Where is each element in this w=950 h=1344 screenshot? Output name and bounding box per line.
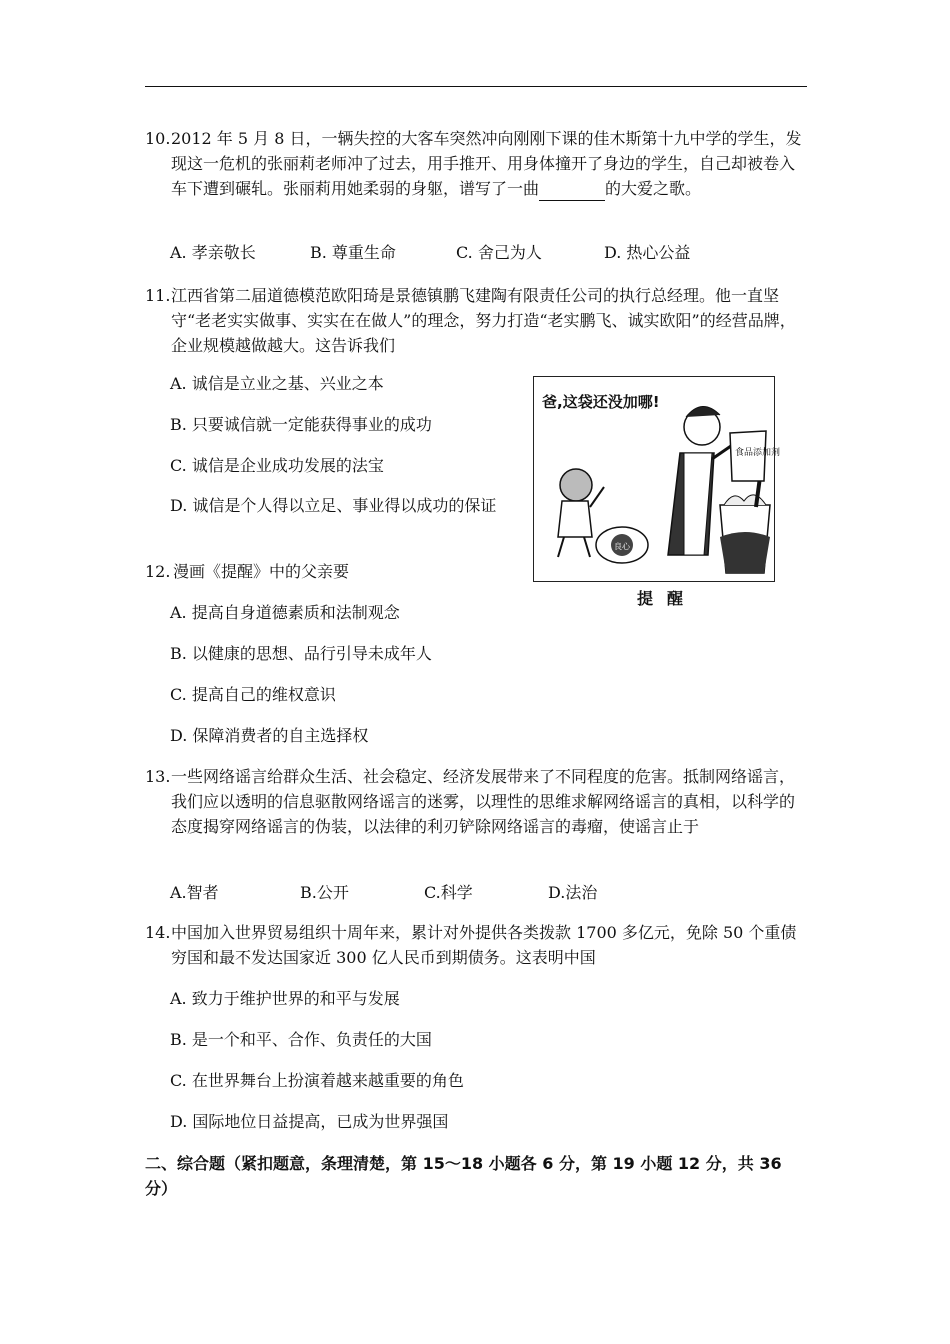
answer-blank xyxy=(539,183,605,201)
option-d: D.法治 xyxy=(548,883,598,902)
header-rule xyxy=(145,86,807,87)
question-11 xyxy=(145,283,809,358)
q14-option-b: B. 是一个和平、合作、负责任的大国 xyxy=(170,1030,432,1049)
q12-option-a: A. 提高自身道德素质和法制观念 xyxy=(170,603,400,622)
q12-option-d: D. 保障消费者的自主选择权 xyxy=(170,726,369,745)
q14-option-c: C. 在世界舞台上扮演着越来越重要的角色 xyxy=(170,1071,464,1090)
question-text: 漫画《提醒》中的父亲要 xyxy=(173,562,350,581)
question-number: 11. xyxy=(145,286,171,305)
question-13 xyxy=(145,764,809,839)
option-c: C.科学 xyxy=(424,883,473,902)
cartoon-illustration xyxy=(533,376,781,582)
question-number: 14. xyxy=(145,923,171,942)
option-a: A.智者 xyxy=(170,883,219,902)
q12-option-c: C. 提高自己的维权意识 xyxy=(170,685,336,704)
question-text: 中国加入世界贸易组织十周年来，累计对外提供各类拨款 1700 多亿元，免除 50 个重债穷国和最不发达国家近 300 亿人民币到期债务。这表明中国 xyxy=(171,923,797,967)
section-heading: 二、综合题（紧扣题意，条理清楚，第 15～18 小题各 6 分，第 19 小题 12 分，共 36 分） xyxy=(145,1154,782,1198)
option-b: B.公开 xyxy=(300,883,349,902)
question-text: 2012 年 5 月 8 日，一辆失控的大客车突然冲向刚刚下课的佳木斯第十九中学的学生，发现这一危机的张丽莉老师冲了过去，用手推开、用身体撞开了身边的学生，自己却被卷入车下遭到碾轧。张丽莉用她柔弱的身躯，谱写了一曲 xyxy=(171,129,802,198)
option-b: B. 尊重生命 xyxy=(310,243,396,262)
option-a: A. 孝亲敬长 xyxy=(170,243,256,262)
q11-option-c: C. 诚信是企业成功发展的法宝 xyxy=(170,456,384,475)
q12-option-b: B. 以健康的思想、品行引导未成年人 xyxy=(170,644,432,663)
option-d: D. 热心公益 xyxy=(604,243,691,262)
q14-option-d: D. 国际地位日益提高，已成为世界强国 xyxy=(170,1112,449,1131)
question-13-options xyxy=(170,880,597,903)
q11-option-a: A. 诚信是立业之基、兴业之本 xyxy=(170,374,384,393)
question-10 xyxy=(145,126,809,201)
question-number: 13. xyxy=(145,767,171,786)
bag-label: 食品添加剂 xyxy=(735,448,781,458)
q14-option-a: A. 致力于维护世界的和平与发展 xyxy=(170,989,400,1008)
speech-text: 爸,这袋还没加哪! xyxy=(542,393,660,411)
sack-label: 良心 xyxy=(614,542,630,551)
cartoon-caption: 提醒 xyxy=(637,589,698,608)
question-text: 一些网络谣言给群众生活、社会稳定、经济发展带来了不同程度的危害。抵制网络谣言，我们应以透明的信息驱散网络谣言的迷雾，以理性的思维求解网络谣言的真相，以科学的态度揭穿网络谣言的伪装，以法律的利刃铲除网络谣言的毒瘤，使谣言止于 xyxy=(171,767,796,836)
question-14 xyxy=(145,920,809,970)
cartoon-drawing xyxy=(534,377,781,581)
question-text: 江西省第二届道德模范欧阳琦是景德镇鹏飞建陶有限责任公司的执行总经理。他一直坚守“老老实实做事、实实在在做人”的理念，努力打造“老实鹏飞、诚实欧阳”的经营品牌，企业规模越做越大。这告诉我们 xyxy=(171,286,796,355)
question-12 xyxy=(145,559,809,584)
question-10-options xyxy=(170,240,690,263)
q11-option-b: B. 只要诚信就一定能获得事业的成功 xyxy=(170,415,432,434)
question-text-end: 的大爱之歌。 xyxy=(605,179,702,198)
question-number: 10. xyxy=(145,129,171,148)
q11-option-d: D. 诚信是个人得以立足、事业得以成功的保证 xyxy=(170,496,497,515)
question-number: 12. xyxy=(145,562,171,581)
option-c: C. 舍己为人 xyxy=(456,243,542,262)
